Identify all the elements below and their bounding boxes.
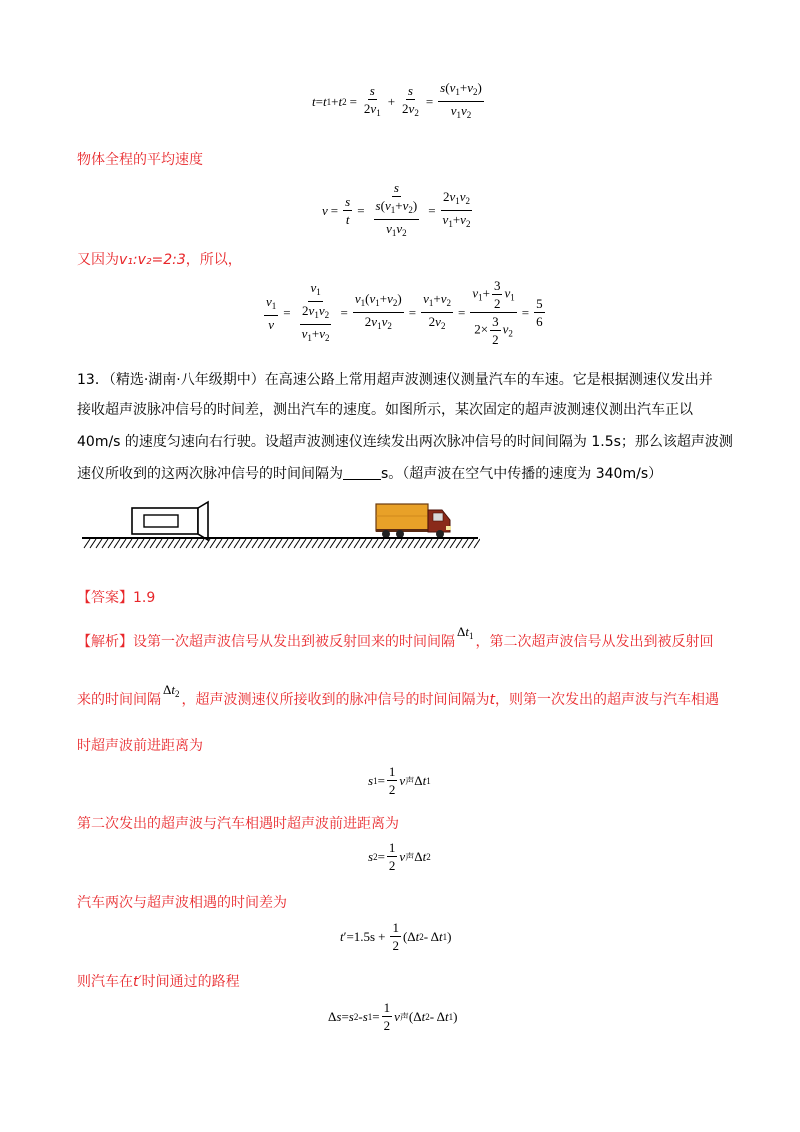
analysis-text-2b: ，超声波测速仪所接收到的脉冲信号的时间间隔为: [181, 692, 490, 708]
car-path-line: [77, 972, 240, 992]
question-13-line-3: 40m/s 的速度匀速向右行驶。设超声波测速仪连续发出两次脉冲信号的时间间隔为 1.5s；那么该超声波测: [77, 434, 733, 450]
delta-t1-symbol: $\Delta t_1$: [457, 624, 474, 641]
ratio-suffix: ，所以，: [185, 252, 242, 268]
ratio-line: [77, 250, 242, 270]
answer-blank[interactable]: [343, 465, 381, 480]
ultrasonic-detector-icon: [132, 502, 208, 540]
analysis-text-1b: ，第二次超声波信号从发出到被反射回: [475, 634, 714, 650]
analysis-text-1a: 设第一次超声波信号从发出到被反射回来的时间间隔: [133, 634, 455, 650]
truck-icon: [376, 504, 451, 538]
analysis-line-2: [77, 682, 719, 714]
analysis-text-2a: 来的时间间隔: [77, 692, 161, 708]
avg-speed-label: 物体全程的平均速度: [77, 152, 203, 168]
equation-total-time: t = t 1 + t 2 = $\frac{s}{2v_1}$ + $\frac{s}{2v_2}$ = $\frac{s(v_1+v_2)}{v_1v_2}$: [312, 80, 482, 120]
question-13-line-2: 接收超声波脉冲信号的时间差，测出汽车的速度。如图所示，某次固定的超声波测速仪测出汽车正以: [77, 402, 693, 418]
equation-t-prime: t ′=1.5s + $\frac{1}{2}$ (Δ t 2 - Δ t 1 ): [340, 920, 452, 953]
ratio-label: 又因为: [77, 252, 119, 268]
ratio-value: v₁:v₂=2:3: [119, 252, 186, 268]
analysis-tag: 【解析】: [77, 634, 133, 650]
ground-hatching: [84, 539, 480, 548]
equation-avg-speed: v = $\frac{s}{t}$ = $\frac{s}{\frac{s(v_1+v_2)}{v_1v_2}}$ = $\frac{2v_1v_2}{v_1+v_2}$: [322, 180, 471, 238]
analysis-line-1: [77, 624, 714, 656]
answer-line: [77, 588, 155, 608]
equation-delta-s: Δ s = s 2 - s 1 = $\frac{1}{2}$ v 声 (Δ t 2 - Δ t 1 ): [328, 1000, 458, 1033]
question-13-line-1: 13．（精选·湖南·八年级期中）在高速公路上常用超声波测速仪测量汽车的车速。它是根据测速仪发出并: [77, 372, 713, 388]
question-13-text-a: 速仪所收到的这两次脉冲信号的时间间隔为: [77, 466, 343, 482]
answer-value: 1.9: [133, 590, 156, 606]
equation-s2: s 2 = $\frac{1}{2}$ v 声 Δ t 2: [368, 840, 431, 873]
car-path-text-a: 则汽车在: [77, 974, 133, 990]
car-path-t-prime: t′: [133, 974, 142, 990]
analysis-t-symbol: t: [489, 692, 495, 708]
second-meet-label: 第二次发出的超声波与汽车相遇时超声波前进距离为: [77, 816, 399, 832]
car-path-text-c: 时间通过的路程: [141, 974, 240, 990]
time-diff-label: 汽车两次与超声波相遇的时间差为: [77, 895, 287, 911]
analysis-text-2d: ，则第一次发出的超声波与汽车相遇: [495, 692, 719, 708]
equation-ratio: $\frac{v_1}{v}$ = $\frac{v_1}{\frac{2v_1v_2}{v_1+v_2}}$ = $\frac{v_1(v_1+v_2)}{2v_1v_2}$ = $\frac{v_1+v_2}{2v_2}$ = $v_1+$ $\frac{3}{2}$ $v_1$ 2× $\frac{3}{2}$ $v_2$ = $\frac{5}{6}$: [266, 278, 543, 347]
diagram-detector-truck: [80, 498, 480, 550]
equation-s1: s 1 = $\frac{1}{2}$ v 声 Δ t 1: [368, 764, 431, 797]
question-13-line-4: [77, 464, 662, 484]
analysis-line-3: 时超声波前进距离为: [77, 738, 203, 754]
delta-t2-symbol: $\Delta t_2$: [163, 682, 180, 699]
question-13-text-b: s。（超声波在空气中传播的速度为 340m/s）: [381, 466, 663, 482]
answer-tag: 【答案】: [77, 590, 133, 606]
